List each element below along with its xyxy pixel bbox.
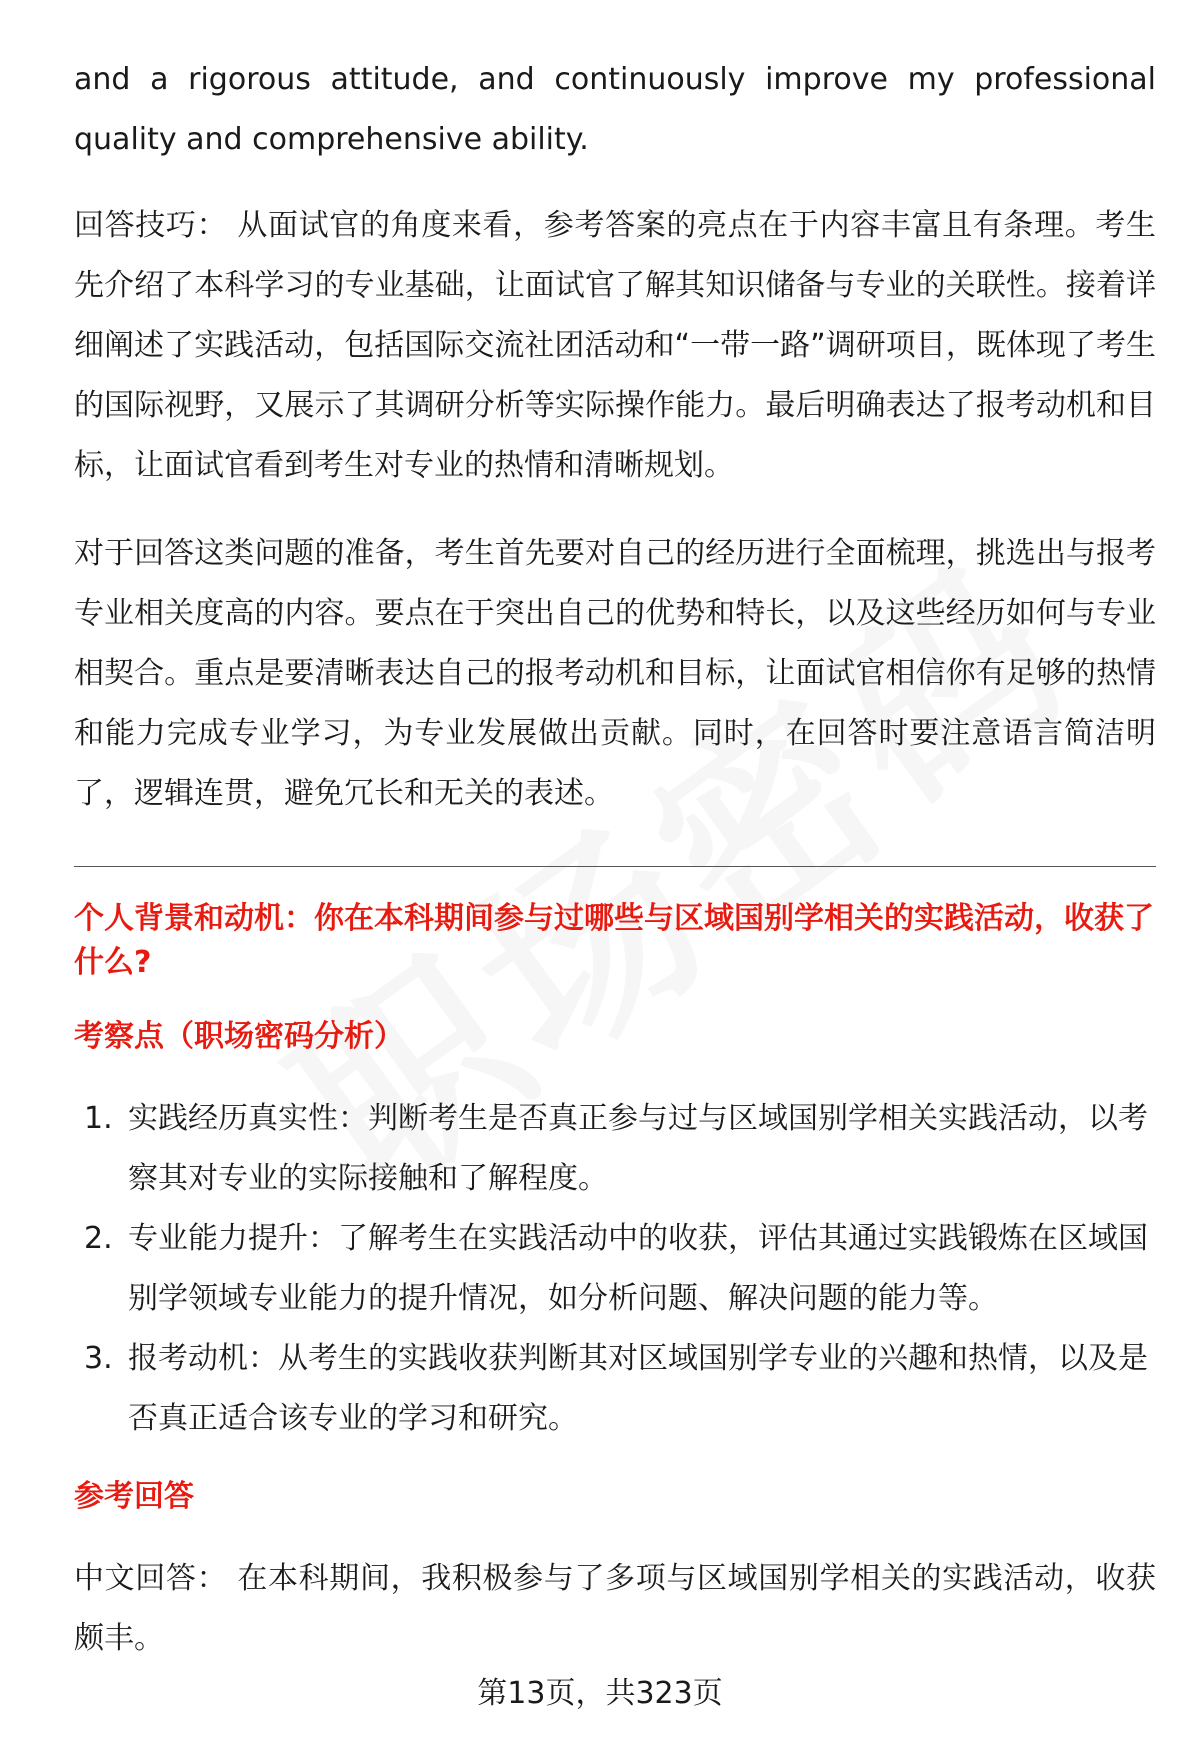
- list-item: [74, 1209, 1156, 1329]
- list-item-text: 专业能力提升：了解考生在实践活动中的收获，评估其通过实践锻炼在区域国别学领域专业能力的提升情况，如分析问题、解决问题的能力等。: [128, 1221, 1148, 1316]
- list-item-number: 2.: [84, 1221, 113, 1256]
- question-heading: 个人背景和动机：你在本科期间参与过哪些与区域国别学相关的实践活动，收获了什么?: [74, 901, 1154, 980]
- list-item: [74, 1089, 1156, 1209]
- analysis-heading: 考察点（职场密码分析）: [74, 1019, 404, 1054]
- list-item-text: 报考动机：从考生的实践收获判断其对区域国别学专业的兴趣和热情，以及是否真正适合该专业的学习和研究。: [128, 1341, 1148, 1436]
- prep-paragraph: 对于回答这类问题的准备，考生首先要对自己的经历进行全面梳理，挑选出与报考专业相关度高的内容。要点在于突出自己的优势和特长，以及这些经历如何与专业相契合。重点是要清晰表达自己的报考动机和目标，让面试官相信你有足够的热情和能力完成专业学习，为专业发展做出贡献。同时，在回答时要注意语言简洁明了，逻辑连贯，避免冗长和无关的表述。: [74, 536, 1156, 811]
- list-item-text: 实践经历真实性：判断考生是否真正参与过与区域国别学相关实践活动，以考察其对专业的实际接触和了解程度。: [128, 1101, 1148, 1196]
- list-item-number: 3.: [84, 1341, 113, 1376]
- list-item: [74, 1329, 1156, 1449]
- intro-paragraph: and a rigorous attitude, and continuously improve my professional quality and comprehensive ability.: [74, 62, 1156, 157]
- tips-paragraph: 回答技巧： 从面试官的角度来看，参考答案的亮点在于内容丰富且有条理。考生先介绍了本科学习的专业基础，让面试官了解其知识储备与专业的关联性。接着详细阐述了实践活动，包括国际交流社团活动和“一带一路”调研项目，既体现了考生的国际视野，又展示了其调研分析等实际操作能力。最后明确表达了报考动机和目标，让面试官看到考生对专业的热情和清晰规划。: [74, 208, 1156, 483]
- page-number: 第13页，共323页: [477, 1676, 723, 1711]
- section-divider: [74, 866, 1156, 867]
- analysis-points-list: [74, 1089, 1156, 1449]
- list-item-number: 1.: [84, 1101, 113, 1136]
- answer-heading: 参考回答: [74, 1479, 194, 1514]
- answer-paragraph: 中文回答： 在本科期间，我积极参与了多项与区域国别学相关的实践活动，收获颇丰。: [74, 1561, 1156, 1656]
- document-page: [74, 50, 1156, 1697]
